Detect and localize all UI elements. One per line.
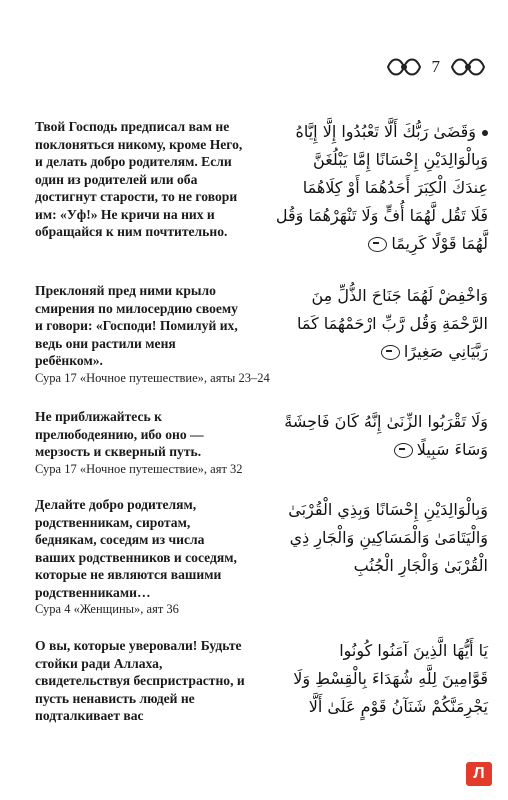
ayah-marker-icon [381, 345, 400, 360]
translation-text: Преклоняй пред ними крыло смирения по милосердию своему и говори: «Господи! Помилуй их, ведь они растили меня ребёнком». Сура 17 «Ночное путешествие», аяты 23–24 [35, 282, 245, 387]
arabic-text: وَقَضَىٰ رَبُّكَ أَلَّا تَعْبُدُوا إِلَّا إِيَّاهُ وَبِالْوَالِدَيْنِ إِحْسَانًا إِمَّا يَبْلُغَنَّ عِندَكَ الْكِبَرَ أَحَدُهُمَا أَوْ كِلَاهُمَا فَلَا تَقُل لَّهُمَا أُفٍّ وَلَا تَنْهَرْهُمَا وَقُل لَّهُمَا قَوْلًا كَرِيمًا [275, 122, 488, 253]
sura-reference: Сура 4 «Женщины», аят 36 [35, 602, 179, 616]
arabic-text: وَلَا تَقْرَبُوا الزِّنَىٰ إِنَّهُ كَانَ فَاحِشَةً وَسَاءَ سَبِيلًا [284, 412, 488, 459]
arabic-text: يَا أَيُّهَا الَّذِينَ آمَنُوا كُونُوا قَوَّامِينَ لِلَّهِ شُهَدَاءَ بِالْقِسْطِ وَلَا يَجْرِمَنَّكُمْ شَنَآنُ قَوْمٍ عَلَىٰ أَلَّا [293, 641, 488, 716]
sura-reference: Сура 17 «Ночное путешествие», аяты 23–24 [35, 370, 270, 385]
translation-text: Делайте добро родителям, родственникам, сиротам, беднякам, соседям из числа ваших родственников и соседям, которые не являются вашими родственниками… Сура 4 «Женщины», аят 36 [35, 496, 245, 619]
ornament-left-icon [386, 54, 422, 80]
page-header [386, 54, 487, 80]
ayah-marker-icon [368, 237, 387, 252]
translation-text: О вы, которые уверовали! Будьте стойки ради Аллаха, свидетельствуя беспристрастно, и пусть ненависть людей не подталкивает вас [35, 638, 245, 723]
bullet-icon [482, 130, 488, 136]
translation-text: Не приближайтесь к прелюбодеянию, ибо оно — мерзость и скверный путь. Сура 17 «Ночное путешествие», аят 32 [35, 408, 245, 478]
translation-text: Твой Господь предписал вам не поклоняться никому, кроме Него, и делать добро родителям. Если один из родителей или оба достигнут старости, то не говори им: «Уф!» Не кричи на них и обращайся к ним почтительно. [35, 119, 243, 239]
ayah-marker-icon [394, 443, 413, 458]
page-number: 7 [431, 57, 440, 76]
arabic-text: وَاخْفِضْ لَهُمَا جَنَاحَ الذُّلِّ مِنَ الرَّحْمَةِ وَقُل رَّبِّ ارْحَمْهُمَا كَمَا رَبَّيَانِي صَغِيرًا [296, 286, 488, 361]
publisher-logo: Л [466, 762, 492, 786]
arabic-text: وَبِالْوَالِدَيْنِ إِحْسَانًا وَبِذِي الْقُرْبَىٰ وَالْيَتَامَىٰ وَالْمَسَاكِينِ وَالْجَارِ ذِي الْقُرْبَىٰ وَالْجَارِ الْجُنُبِ [288, 500, 488, 575]
sura-reference: Сура 17 «Ночное путешествие», аят 32 [35, 461, 243, 476]
ornament-right-icon [450, 54, 486, 80]
